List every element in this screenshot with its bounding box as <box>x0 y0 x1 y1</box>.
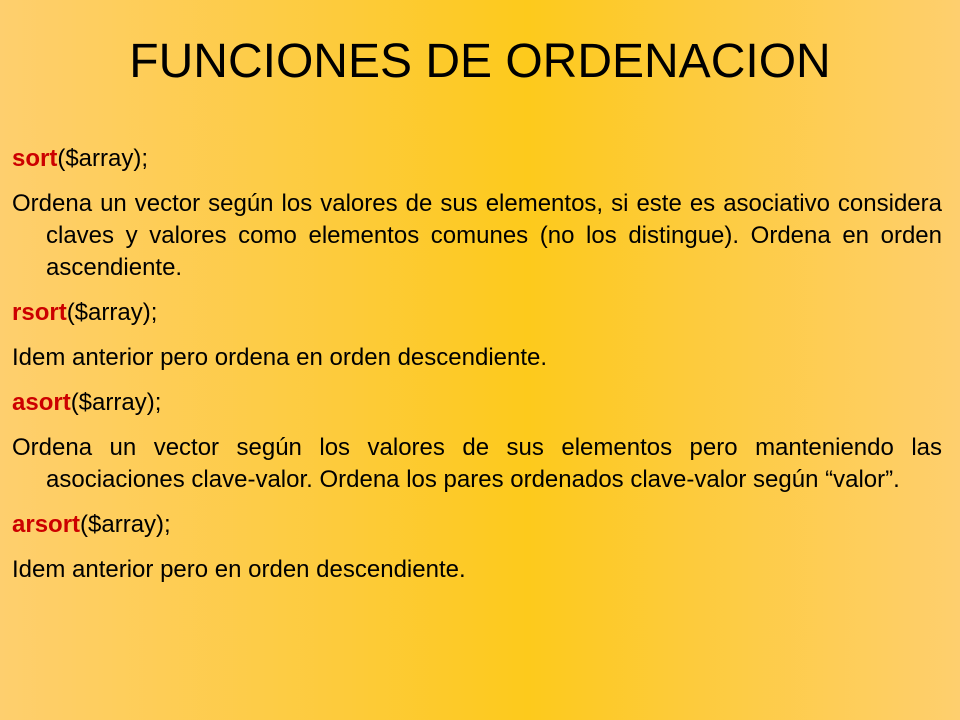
function-args: ($array); <box>57 145 149 172</box>
function-name: asort <box>12 389 71 416</box>
function-signature-arsort <box>12 509 942 541</box>
function-description-rsort: Idem anterior pero ordena en orden descendiente. <box>12 344 548 371</box>
slide-content <box>12 143 942 599</box>
function-name: rsort <box>12 299 67 326</box>
function-args: ($array); <box>80 511 171 538</box>
function-args: ($array); <box>66 299 158 326</box>
function-signature-rsort <box>12 297 942 329</box>
function-name: sort <box>12 145 58 172</box>
function-args: ($array); <box>70 389 162 416</box>
function-signature-asort <box>12 387 942 419</box>
function-description-sort: Ordena un vector según los valores de sus elementos, si este es asociativo considera claves y valores como elementos comunes (no los distingue). Ordena en orden ascendiente. <box>12 190 942 281</box>
function-signature-sort <box>12 143 942 175</box>
function-description-arsort: Idem anterior pero en orden descendiente. <box>12 556 466 583</box>
function-name: arsort <box>12 511 81 538</box>
function-description-asort: Ordena un vector según los valores de sus elementos pero manteniendo las asociaciones clave-valor. Ordena los pares ordenados clave-valor según “valor”. <box>12 434 942 493</box>
slide-title: FUNCIONES DE ORDENACION <box>129 35 831 88</box>
